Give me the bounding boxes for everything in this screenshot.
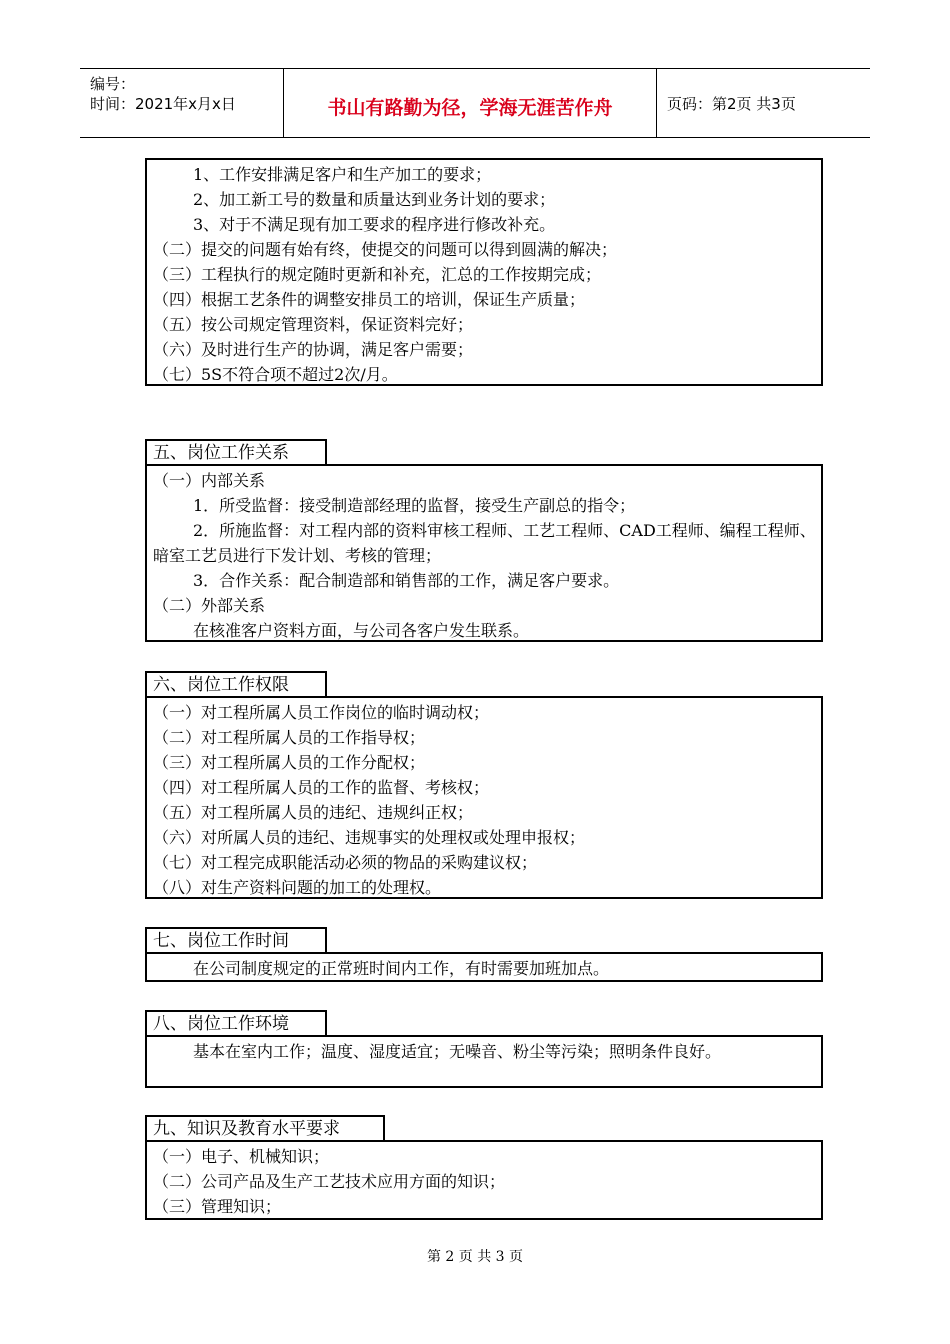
motto: 书山有路勤为径，学海无涯苦作舟 bbox=[327, 97, 613, 119]
list-item: （二）提交的问题有始有终，使提交的问题可以得到圆满的解决； bbox=[153, 240, 618, 259]
section-title-environment: 八、岗位工作环境 bbox=[145, 1010, 327, 1036]
header-center-cell bbox=[283, 69, 657, 137]
section-relations-box bbox=[145, 464, 823, 642]
page-header bbox=[80, 68, 870, 138]
list-item: （三）对工程所属人员的工作分配权； bbox=[153, 753, 426, 772]
list-item: （七）5S不符合项不超过2次/月。 bbox=[153, 365, 398, 384]
list-item: （五）对工程所属人员的违纪、违规纠正权； bbox=[153, 803, 474, 822]
section-authority-box bbox=[145, 696, 823, 899]
list-item: （五）按公司规定管理资料，保证资料完好； bbox=[153, 315, 474, 334]
time-label: 时间：2021年x月x日 bbox=[90, 95, 236, 113]
list-item: （六）对所属人员的违纪、违规事实的处理权或处理申报权； bbox=[153, 828, 586, 847]
list-item: 3．合作关系：配合制造部和销售部的工作，满足客户要求。 bbox=[193, 571, 620, 590]
work-time-text: 在公司制度规定的正常班时间内工作，有时需要加班加点。 bbox=[193, 959, 610, 978]
list-item: （一）对工程所属人员工作岗位的临时调动权； bbox=[153, 703, 490, 722]
list-item: （一）电子、机械知识； bbox=[153, 1147, 330, 1166]
list-item: （七）对工程完成职能活动必须的物品的采购建议权； bbox=[153, 853, 538, 872]
list-item: （二）对工程所属人员的工作指导权； bbox=[153, 728, 426, 747]
list-item: （三）管理知识； bbox=[153, 1197, 282, 1216]
list-item: （八）对生产资料问题的加工的处理权。 bbox=[153, 878, 442, 897]
section-environment-box bbox=[145, 1035, 823, 1088]
section-title-relations: 五、岗位工作关系 bbox=[145, 439, 327, 465]
number-label: 编号： bbox=[90, 75, 136, 93]
page-footer: 第 2 页 共 3 页 bbox=[426, 1249, 524, 1265]
section-title-knowledge: 九、知识及教育水平要求 bbox=[145, 1115, 385, 1141]
header-left-cell bbox=[80, 69, 283, 137]
subheading-external: （二）外部关系 bbox=[153, 596, 266, 615]
header-right-cell bbox=[657, 69, 870, 137]
list-item: （二）公司产品及生产工艺技术应用方面的知识； bbox=[153, 1172, 506, 1191]
environment-text: 基本在室内工作；温度、湿度适宜；无噪音、粉尘等污染；照明条件良好。 bbox=[193, 1042, 722, 1061]
list-item: 在核准客户资料方面，与公司各客户发生联系。 bbox=[193, 621, 530, 640]
section-title-work-time: 七、岗位工作时间 bbox=[145, 927, 327, 953]
section-title-authority: 六、岗位工作权限 bbox=[145, 671, 327, 697]
page-label: 页码：第2页 共3页 bbox=[667, 95, 796, 113]
section-continuation-box bbox=[145, 158, 823, 386]
section-knowledge-box bbox=[145, 1140, 823, 1220]
list-item: （四）根据工艺条件的调整安排员工的培训，保证生产质量； bbox=[153, 290, 586, 309]
subheading-internal: （一）内部关系 bbox=[153, 471, 266, 490]
list-item: （六）及时进行生产的协调，满足客户需要； bbox=[153, 340, 474, 359]
list-item: 2、加工新工号的数量和质量达到业务计划的要求； bbox=[193, 190, 556, 209]
list-item: 3、对于不满足现有加工要求的程序进行修改补充。 bbox=[193, 215, 556, 234]
list-item: （三）工程执行的规定随时更新和补充，汇总的工作按期完成； bbox=[153, 265, 602, 284]
list-item: 2．所施监督：对工程内部的资料审核工程师、工艺工程师、CAD工程师、编程工程师、暗室工艺员进行下发计划、考核的管理； bbox=[153, 521, 816, 565]
list-item: 1．所受监督：接受制造部经理的监督，接受生产副总的指令； bbox=[193, 496, 636, 515]
section-work-time-box bbox=[145, 952, 823, 982]
list-item: 1、工作安排满足客户和生产加工的要求； bbox=[193, 165, 492, 184]
list-item: （四）对工程所属人员的工作的监督、考核权； bbox=[153, 778, 490, 797]
